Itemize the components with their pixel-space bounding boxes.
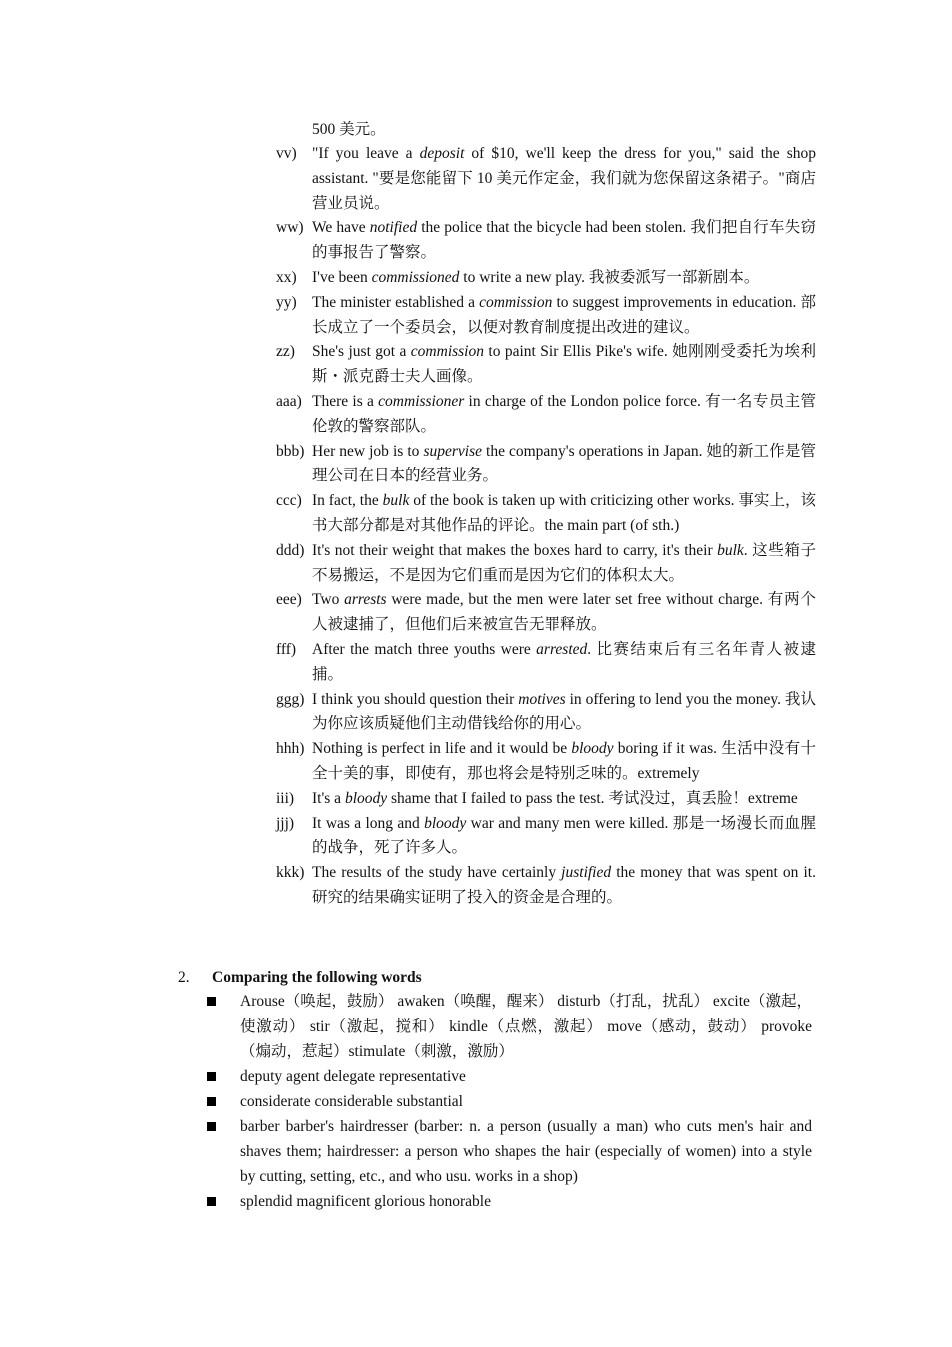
bullet-item xyxy=(207,1064,812,1089)
item-label: kkk) xyxy=(276,864,305,882)
item-text: The minister established a commission to suggest improvements in education. 部长成立了一个委员会，以便对教育制度提出改进的建议。 xyxy=(312,293,816,336)
bullet-text: splendid magnificent glorious honorable xyxy=(240,1193,491,1210)
list-item xyxy=(276,737,816,787)
bullet-list xyxy=(207,989,812,1214)
item-label: xx) xyxy=(276,268,297,286)
list-item xyxy=(276,688,816,738)
section-number: 2. xyxy=(178,969,190,986)
example-list xyxy=(276,142,816,911)
item-text: After the match three youths were arrested. 比赛结束后有三名年青人被逮捕。 xyxy=(312,640,816,683)
vocab-term: arrested xyxy=(536,640,588,658)
vocab-term: bloody xyxy=(344,789,388,807)
list-item xyxy=(276,390,816,440)
list-item xyxy=(276,266,816,291)
item-label: ccc) xyxy=(276,492,302,510)
item-text: I think you should question their motives in offering to lend you the money. 我认为你应该质疑他们主动借钱给你的用心。 xyxy=(312,690,816,733)
item-text: The results of the study have certainly justified the money that was spent on it. 研究的结果确实证明了投入的资金是合理的。 xyxy=(312,864,816,906)
vocab-term: commission xyxy=(410,343,484,361)
list-item xyxy=(276,340,816,390)
square-bullet-icon xyxy=(207,1197,216,1206)
item-text: "If you leave a deposit of $10, we'll keep the dress for you," said the shop assistant. "要是您能留下 10 美元作定金，我们就为您保留这条裙子。"商店营业员说。 xyxy=(312,145,817,212)
vocab-term: arrests xyxy=(344,591,387,609)
list-item xyxy=(276,142,816,216)
item-label: ddd) xyxy=(276,541,305,559)
vocab-term: commissioned xyxy=(371,268,460,286)
vocab-term: deposit xyxy=(419,145,465,162)
item-text: I've been commissioned to write a new play. 我被委派写一部新剧本。 xyxy=(312,268,760,286)
bullet-text: deputy agent delegate representative xyxy=(240,1068,466,1085)
section-heading xyxy=(178,965,422,990)
item-text: She's just got a commission to paint Sir Ellis Pike's wife. 她刚刚受委托为埃利斯・派克爵士夫人画像。 xyxy=(312,343,816,386)
item-label: ggg) xyxy=(276,690,305,708)
item-label: jjj) xyxy=(276,814,295,832)
vocab-term: bloody xyxy=(571,740,614,758)
square-bullet-icon xyxy=(207,997,216,1006)
item-text: There is a commissioner in charge of the London police force. 有一名专员主管伦敦的警察部队。 xyxy=(312,392,816,435)
bullet-item xyxy=(207,1089,812,1114)
bullet-text: barber barber's hairdresser (barber: n. a person (usually a man) who cuts men's hair and shaves them; hairdresser: a person who shapes the hair (especially of women) into a style by cutting, setting, etc., and who usu. works in a shop) xyxy=(240,1118,812,1185)
item-label: eee) xyxy=(276,591,302,609)
item-label: vv) xyxy=(276,145,297,162)
bullet-item xyxy=(207,1189,812,1214)
item-text: It's a bloody shame that I failed to pass the test. 考试没过，真丢脸！extreme xyxy=(312,789,798,807)
list-item xyxy=(276,787,816,812)
continued-line: 500 美元。 xyxy=(312,121,386,138)
item-label: fff) xyxy=(276,640,297,658)
item-label: zz) xyxy=(276,343,295,361)
item-text: Nothing is perfect in life and it would be bloody boring if it was. 生活中没有十全十美的事，即使有，那也将会是特别乏味的。extremely xyxy=(312,740,817,782)
list-item xyxy=(276,216,816,266)
square-bullet-icon xyxy=(207,1072,216,1081)
list-item xyxy=(276,638,816,688)
list-item xyxy=(276,440,816,490)
bullet-text: Arouse（唤起，鼓励） awaken（唤醒，醒来） disturb（打乱，扰乱） excite（激起，使激动） stir（激起，搅和） kindle（点燃，激起） move（感动，鼓动） provoke （煽动，惹起）stimulate（刺激，激励） xyxy=(240,993,812,1060)
item-text: It's not their weight that makes the boxes hard to carry, it's their bulk. 这些箱子不易搬运，不是因为它们重而是因为它们的体积太大。 xyxy=(312,541,816,584)
item-label: bbb) xyxy=(276,442,305,460)
vocab-term: bloody xyxy=(424,814,467,832)
vocab-term: bulk xyxy=(717,541,744,559)
item-text: Two arrests were made, but the men were later set free without charge. 有两个人被逮捕了，但他们后来被宣告无罪释放。 xyxy=(312,591,816,634)
item-label: ww) xyxy=(276,219,304,237)
item-text: In fact, the bulk of the book is taken up with criticizing other works. 事实上，该书大部分都是对其他作品的评论。the main part (of sth.) xyxy=(312,492,816,534)
vocab-term: commissioner xyxy=(378,392,465,410)
list-item xyxy=(276,812,816,862)
vocab-term: commission xyxy=(479,293,553,311)
vocab-term: supervise xyxy=(423,442,482,460)
list-item xyxy=(276,588,816,638)
vocab-term: notified xyxy=(369,219,418,237)
vocab-term: justified xyxy=(561,864,612,882)
item-text: Her new job is to supervise the company's operations in Japan. 她的新工作是管理公司在日本的经营业务。 xyxy=(312,442,816,485)
section-title: Comparing the following words xyxy=(212,969,422,986)
item-text: We have notified the police that the bicycle had been stolen. 我们把自行车失窃的事报告了警察。 xyxy=(312,219,816,262)
list-item xyxy=(276,861,816,911)
bullet-item xyxy=(207,1114,812,1189)
bullet-text: considerate considerable substantial xyxy=(240,1093,463,1110)
item-label: iii) xyxy=(276,789,295,807)
item-text: It was a long and bloody war and many men were killed. 那是一场漫长而血腥的战争，死了许多人。 xyxy=(312,814,817,857)
item-label: aaa) xyxy=(276,392,302,410)
square-bullet-icon xyxy=(207,1097,216,1106)
list-item xyxy=(276,489,816,539)
bullet-item xyxy=(207,989,812,1064)
list-item xyxy=(276,291,816,341)
square-bullet-icon xyxy=(207,1122,216,1131)
item-label: yy) xyxy=(276,293,297,311)
vocab-term: motives xyxy=(518,690,566,708)
vocab-term: bulk xyxy=(382,492,410,510)
list-item xyxy=(276,539,816,589)
item-label: hhh) xyxy=(276,740,305,758)
